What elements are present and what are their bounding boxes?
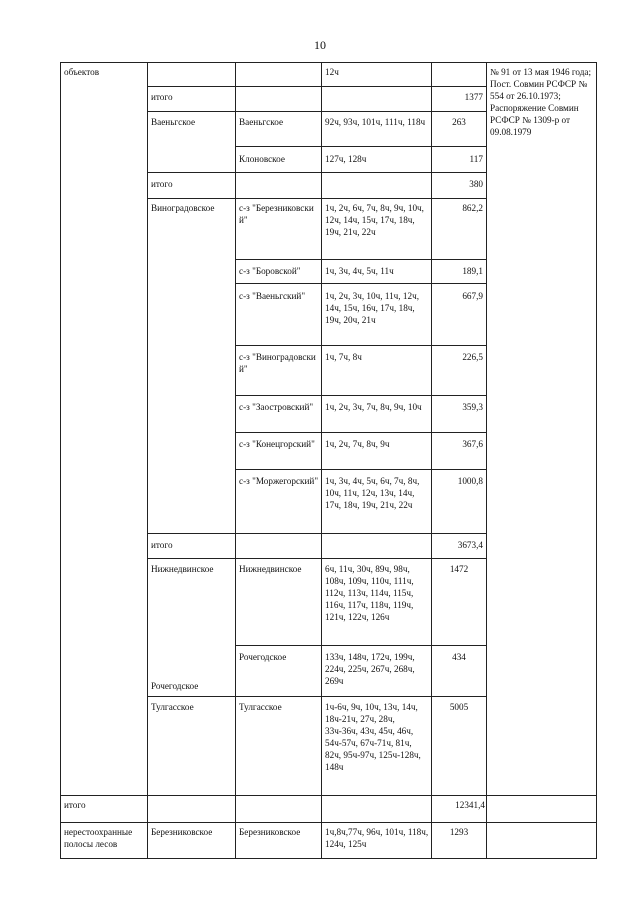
area-value: 226,5 — [462, 352, 483, 362]
district-forestry-name: Клоновское — [239, 154, 285, 164]
area-value: 367,6 — [462, 439, 483, 449]
area-value: 1377 — [464, 92, 483, 102]
grand-total-value: 12341,4 — [455, 800, 485, 810]
district-forestry-name: с-з "Виноградовский" — [239, 352, 316, 374]
area-value: 5005 — [449, 702, 469, 712]
area-value: 359,3 — [462, 402, 483, 412]
subtotal-label: итого — [151, 179, 173, 189]
district-forestry-name: Нижнедвинское — [239, 564, 302, 574]
district-forestry-name: с-з "Заостровский" — [239, 402, 314, 412]
district-forestry-name: Ваеньгское — [239, 117, 284, 127]
forestry-name: Тулгасское — [151, 702, 194, 712]
area-value: 667,9 — [462, 291, 483, 301]
quarters-cell: 1ч, 2ч, 7ч, 8ч, 9ч — [325, 439, 390, 449]
forestry-name: Березниковское — [151, 827, 213, 837]
area-value: 117 — [469, 154, 483, 164]
subtotal-label: итого — [151, 540, 173, 550]
quarters-cell: 92ч, 93ч, 101ч, 111ч, 118ч — [325, 117, 426, 127]
quarters-cell: 1ч,8ч,77ч, 96ч, 101ч, 118ч, 124ч, 125ч — [325, 827, 429, 849]
section-label-spawning: нерестоохранные полосы лесов — [64, 827, 133, 849]
quarters-cell: 12ч — [325, 67, 339, 77]
page-number: 10 — [314, 38, 326, 52]
quarters-cell: 133ч, 148ч, 172ч, 199ч, 224ч, 225ч, 267ч, 268ч, 269ч — [325, 652, 415, 686]
total-label: итого — [64, 800, 86, 810]
district-forestry-name: Березниковское — [239, 827, 301, 837]
forestry-name: Нижнедвинское — [151, 564, 214, 574]
quarters-cell: 1ч, 7ч, 8ч — [325, 352, 362, 362]
subtotal-label: итого — [151, 92, 173, 102]
quarters-cell: 1ч, 3ч, 4ч, 5ч, 6ч, 7ч, 8ч, 10ч, 11ч, 12ч, 13ч, 14ч, 17ч, 18ч, 19ч, 21ч, 22ч — [325, 476, 420, 510]
district-forestry-name: с-з "Березниковский" — [239, 203, 314, 225]
district-forestry-name: с-з "Моржегорский" — [239, 476, 319, 486]
area-value: 862,2 — [462, 203, 483, 213]
forestry-name: Рочегодское — [151, 681, 199, 691]
forestry-name: Виноградовское — [151, 203, 215, 213]
quarters-cell: 6ч, 11ч, 30ч, 89ч, 98ч, 108ч, 109ч, 110ч, 111ч, 112ч, 113ч, 114ч, 115ч, 116ч, 117ч, 118ч, 119ч, 121ч, 122ч, 126ч — [325, 564, 414, 622]
section-label: объектов — [64, 67, 100, 77]
area-value: 1472 — [449, 564, 469, 574]
area-value: 189,1 — [462, 266, 483, 276]
area-value: 434 — [452, 652, 466, 662]
quarters-cell: 1ч, 2ч, 6ч, 7ч, 8ч, 9ч, 10ч, 12ч, 14ч, 15ч, 17ч, 18ч, 19ч, 21ч, 22ч — [325, 203, 424, 237]
quarters-cell: 1ч-6ч, 9ч, 10ч, 13ч, 14ч, 18ч-21ч, 27ч, 28ч, 33ч-36ч, 43ч, 45ч, 46ч, 54ч-57ч, 67ч-71ч, 81ч, 82ч, 95ч-97ч, 125ч-128ч, 148ч — [325, 702, 421, 772]
legal-basis-note: № 91 от 13 мая 1946 года; Пост. Совмин РСФСР № 554 от 26.10.1973; Распоряжение Совмин РСФСР № 1309-р от 09.08.1979 — [490, 67, 592, 137]
district-forestry-name: с-з "Боровской" — [239, 266, 301, 276]
area-value: 1000,8 — [457, 476, 483, 486]
district-forestry-name: с-з "Конецгорский" — [239, 439, 315, 449]
area-value: 3673,4 — [457, 540, 483, 550]
quarters-cell: 1ч, 2ч, 3ч, 10ч, 11ч, 12ч, 14ч, 15ч, 16ч, 17ч, 18ч, 19ч, 20ч, 21ч — [325, 291, 419, 325]
quarters-cell: 1ч, 2ч, 3ч, 7ч, 8ч, 9ч, 10ч — [325, 402, 422, 412]
district-forestry-name: с-з "Ваеньгский" — [239, 291, 306, 301]
area-value: 263 — [452, 117, 466, 127]
area-value: 380 — [469, 179, 483, 189]
area-value: 1293 — [449, 827, 469, 837]
quarters-cell: 127ч, 128ч — [325, 154, 367, 164]
quarters-cell: 1ч, 3ч, 4ч, 5ч, 11ч — [325, 266, 394, 276]
forestry-name: Ваеньгское — [151, 117, 196, 127]
district-forestry-name: Рочегодское — [239, 652, 287, 662]
district-forestry-name: Тулгасское — [239, 702, 282, 712]
